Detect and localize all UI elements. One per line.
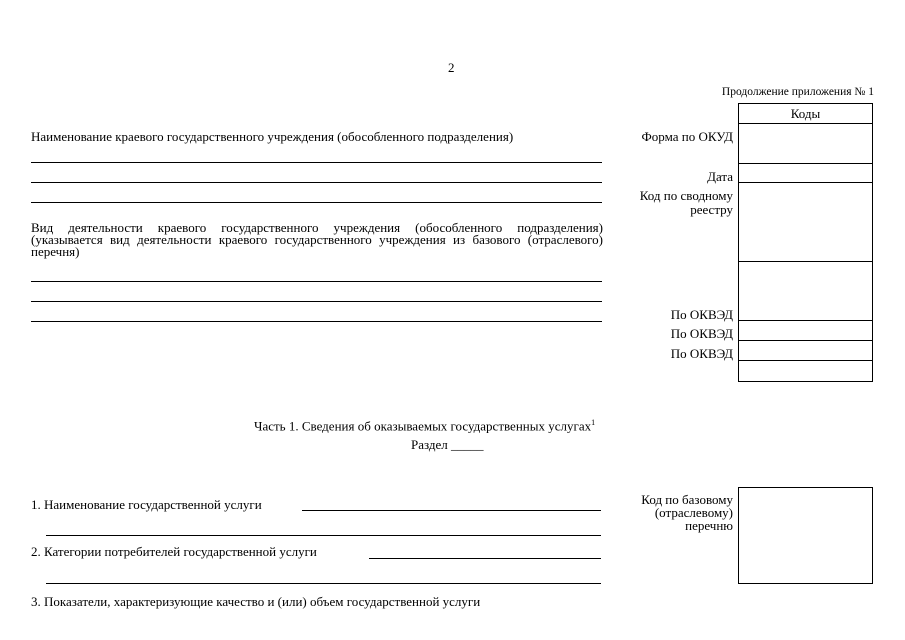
part1-title-text: Часть 1. Сведения об оказываемых государственных услугах: [254, 418, 592, 434]
codes-header: Коды: [790, 106, 821, 121]
footnote-marker: 1: [591, 418, 596, 427]
item2-line-1[interactable]: [369, 558, 601, 559]
item1-line-2[interactable]: [46, 535, 601, 536]
activity-line-3[interactable]: [31, 321, 602, 322]
item2-line-2[interactable]: [46, 583, 601, 584]
item1-line-1[interactable]: [302, 510, 601, 511]
section-label: Раздел _____: [411, 437, 484, 452]
institution-line-1[interactable]: [31, 162, 602, 163]
codes-table: [738, 103, 873, 382]
institution-label: Наименование краевого государственного учреждения (обособленного подразделения): [31, 129, 514, 144]
base-code-box[interactable]: [738, 487, 873, 584]
base-code-label: Код по базовому (отраслевому) перечню: [641, 492, 733, 533]
activity-line-1[interactable]: [31, 281, 602, 282]
label-date: Дата: [707, 169, 733, 184]
item1-label: 1. Наименование государственной услуги: [31, 497, 262, 512]
label-registry: Код по сводному реестру: [639, 188, 733, 217]
label-okved-1: По ОКВЭД: [670, 307, 733, 322]
institution-line-3[interactable]: [31, 202, 602, 203]
item2-label: 2. Категории потребителей государственной услуги: [31, 544, 317, 559]
activity-text: Вид деятельности краевого государственного учреждения (обособленного подразделения) (указывается вид деятельности краевого государственного учреждения из базового (отраслевого) перечня): [31, 220, 603, 259]
item3-label: 3. Показатели, характеризующие качество и (или) объем государственной услуги: [31, 594, 481, 609]
label-okved-3: По ОКВЭД: [670, 346, 733, 361]
label-okud: Форма по ОКУД: [641, 129, 733, 144]
label-okved-2: По ОКВЭД: [670, 326, 733, 341]
part1-title: [254, 416, 595, 433]
continuation-note: Продолжение приложения № 1: [721, 86, 874, 98]
page-number: 2: [448, 60, 455, 75]
institution-line-2[interactable]: [31, 182, 602, 183]
activity-line-2[interactable]: [31, 301, 602, 302]
